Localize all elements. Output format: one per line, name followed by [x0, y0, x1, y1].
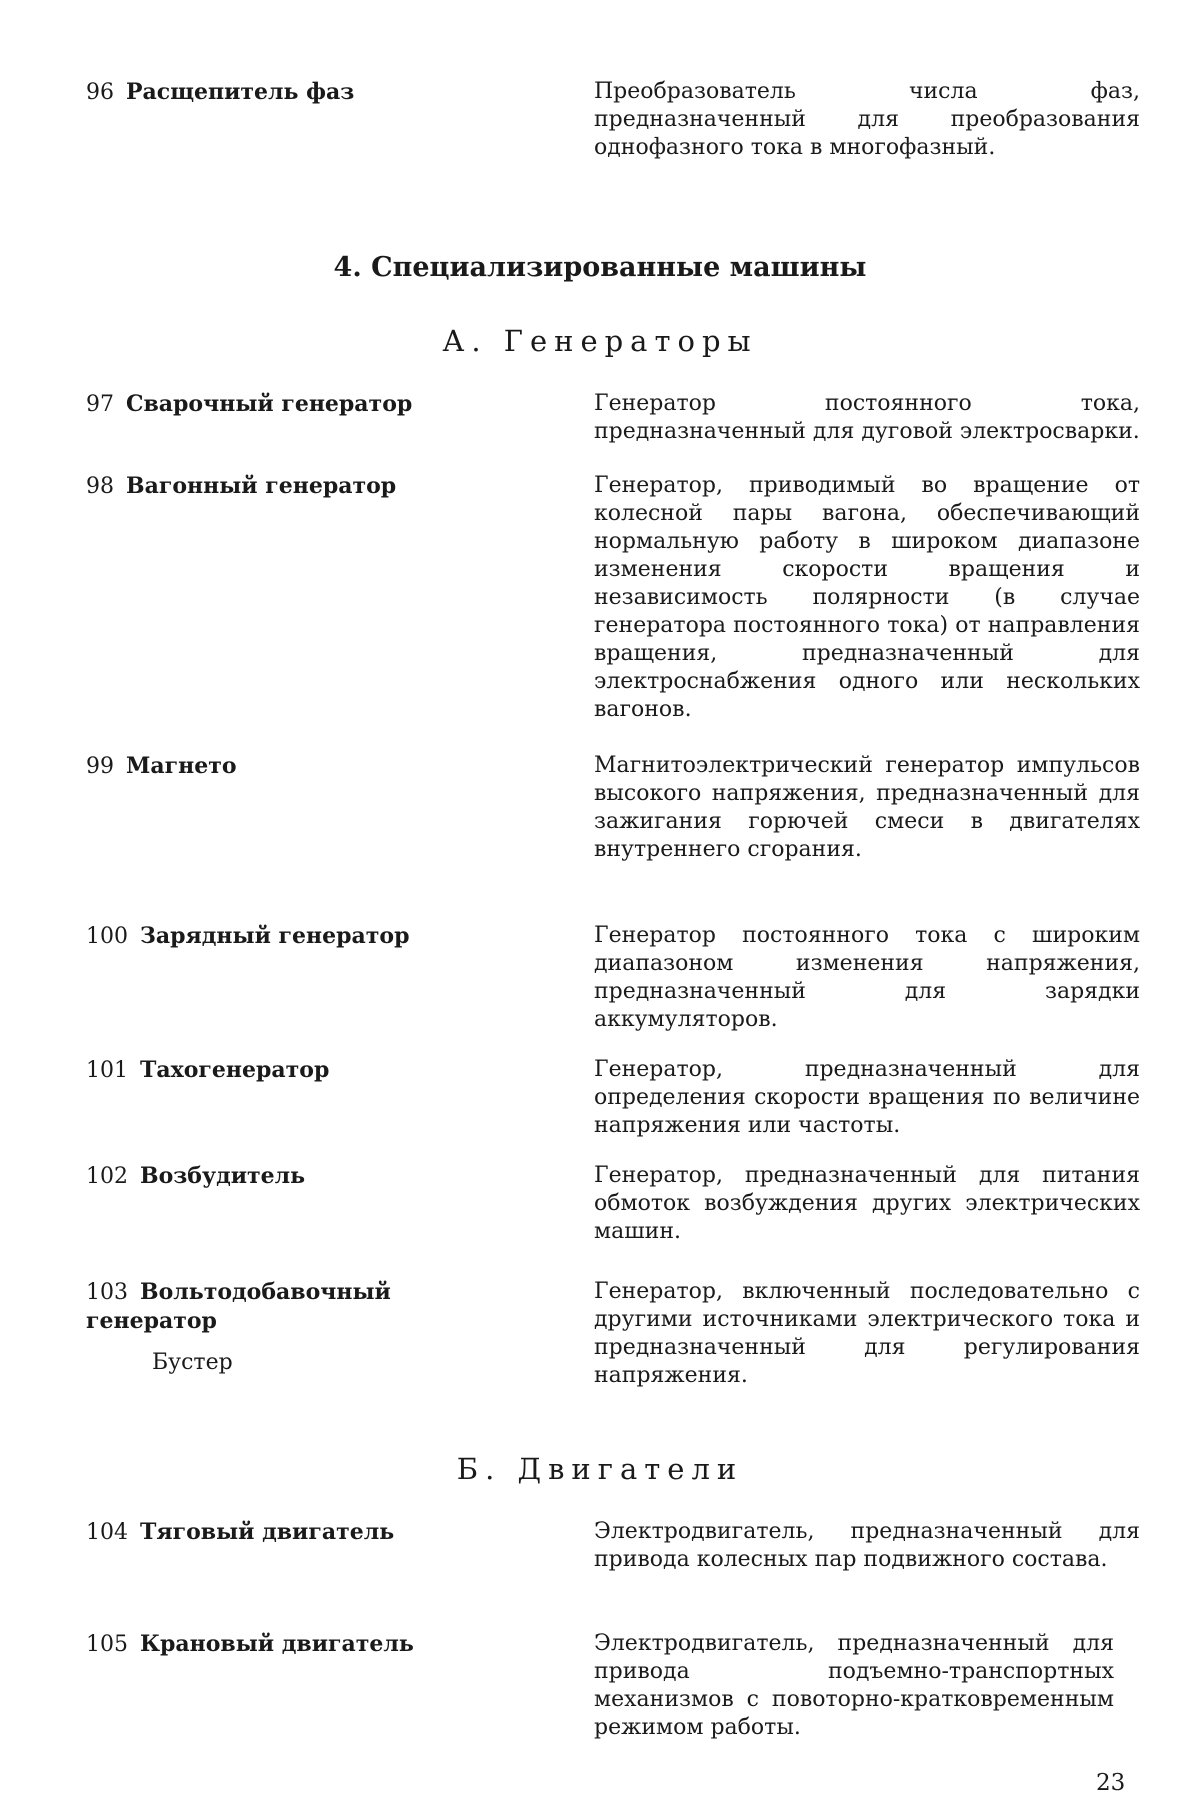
- term-name: Возбудитель: [140, 1163, 305, 1189]
- term-name: Зарядный генератор: [140, 923, 409, 949]
- term-number: 103: [86, 1280, 128, 1305]
- term-synonym: Бустер: [152, 1348, 526, 1377]
- term-definition: Генератор, включенный последовательно с другими источниками электрического тока и предназначенный для регулирования напряжения.: [594, 1278, 1140, 1390]
- term-definition: Преобразователь числа фаз, предназначенный для преобразования однофазного тока в многофазный.: [594, 78, 1140, 162]
- term-definition: Генератор, предназначенный для питания обмоток возбуждения других электрических машин.: [594, 1162, 1140, 1246]
- document-page: [0, 0, 1200, 1819]
- term-heading: [86, 1056, 526, 1085]
- term-definition: Электродвигатель, предназначенный для привода подъемно-транспортных механизмов с повоторно-кратковременным режимом работы.: [594, 1630, 1114, 1742]
- term-name: Вагонный генератор: [126, 473, 396, 499]
- term-number: 99: [86, 754, 114, 779]
- page-number: 23: [1096, 1770, 1125, 1796]
- term-heading: [86, 472, 526, 501]
- subsection-title-generators: А. Генераторы: [0, 324, 1200, 358]
- term-number: 97: [86, 392, 114, 417]
- term-heading: [86, 1278, 526, 1377]
- term-number: 100: [86, 924, 128, 949]
- term-heading: [86, 752, 526, 781]
- term-name: Тяговый двигатель: [140, 1519, 394, 1545]
- term-heading: [86, 1162, 526, 1191]
- term-heading: [86, 78, 526, 107]
- term-name: Расщепитель фаз: [126, 79, 354, 105]
- term-heading: [86, 1518, 526, 1547]
- term-heading: [86, 1630, 526, 1659]
- term-number: 102: [86, 1164, 128, 1189]
- term-number: 101: [86, 1058, 128, 1083]
- term-heading: [86, 922, 526, 951]
- term-heading: [86, 390, 526, 419]
- term-definition: Генератор постоянного тока с широким диапазоном изменения напряжения, предназначенный для зарядки аккумуляторов.: [594, 922, 1140, 1034]
- term-name: Вольтодобавочный генератор: [86, 1279, 391, 1334]
- term-definition: Магнитоэлектрический генератор импульсов высокого напряжения, предназначенный для зажигания горючей смеси в двигателях внутреннего сгорания.: [594, 752, 1140, 864]
- term-name: Магнето: [126, 753, 237, 779]
- subsection-title-motors: Б. Двигатели: [0, 1452, 1200, 1486]
- term-name: Сварочный генератор: [126, 391, 412, 417]
- term-definition: Электродвигатель, предназначенный для привода колесных пар подвижного состава.: [594, 1518, 1140, 1574]
- section-title: 4. Специализированные машины: [0, 252, 1200, 283]
- term-definition: Генератор постоянного тока, предназначенный для дуговой электросварки.: [594, 390, 1140, 446]
- term-number: 96: [86, 80, 114, 105]
- term-definition: Генератор, приводимый во вращение от колесной пары вагона, обеспечивающий нормальную работу в широком диапазоне изменения скорости вращения и независимость полярности (в случае генератора постоянного тока) от направления вращения, предназначенный для электроснабжения одного или нескольких вагонов.: [594, 472, 1140, 724]
- term-name: Тахогенератор: [140, 1057, 329, 1083]
- term-number: 104: [86, 1520, 128, 1545]
- term-number: 105: [86, 1632, 128, 1657]
- term-definition: Генератор, предназначенный для определения скорости вращения по величине напряжения или частоты.: [594, 1056, 1140, 1140]
- term-name: Крановый двигатель: [140, 1631, 414, 1657]
- term-number: 98: [86, 474, 114, 499]
